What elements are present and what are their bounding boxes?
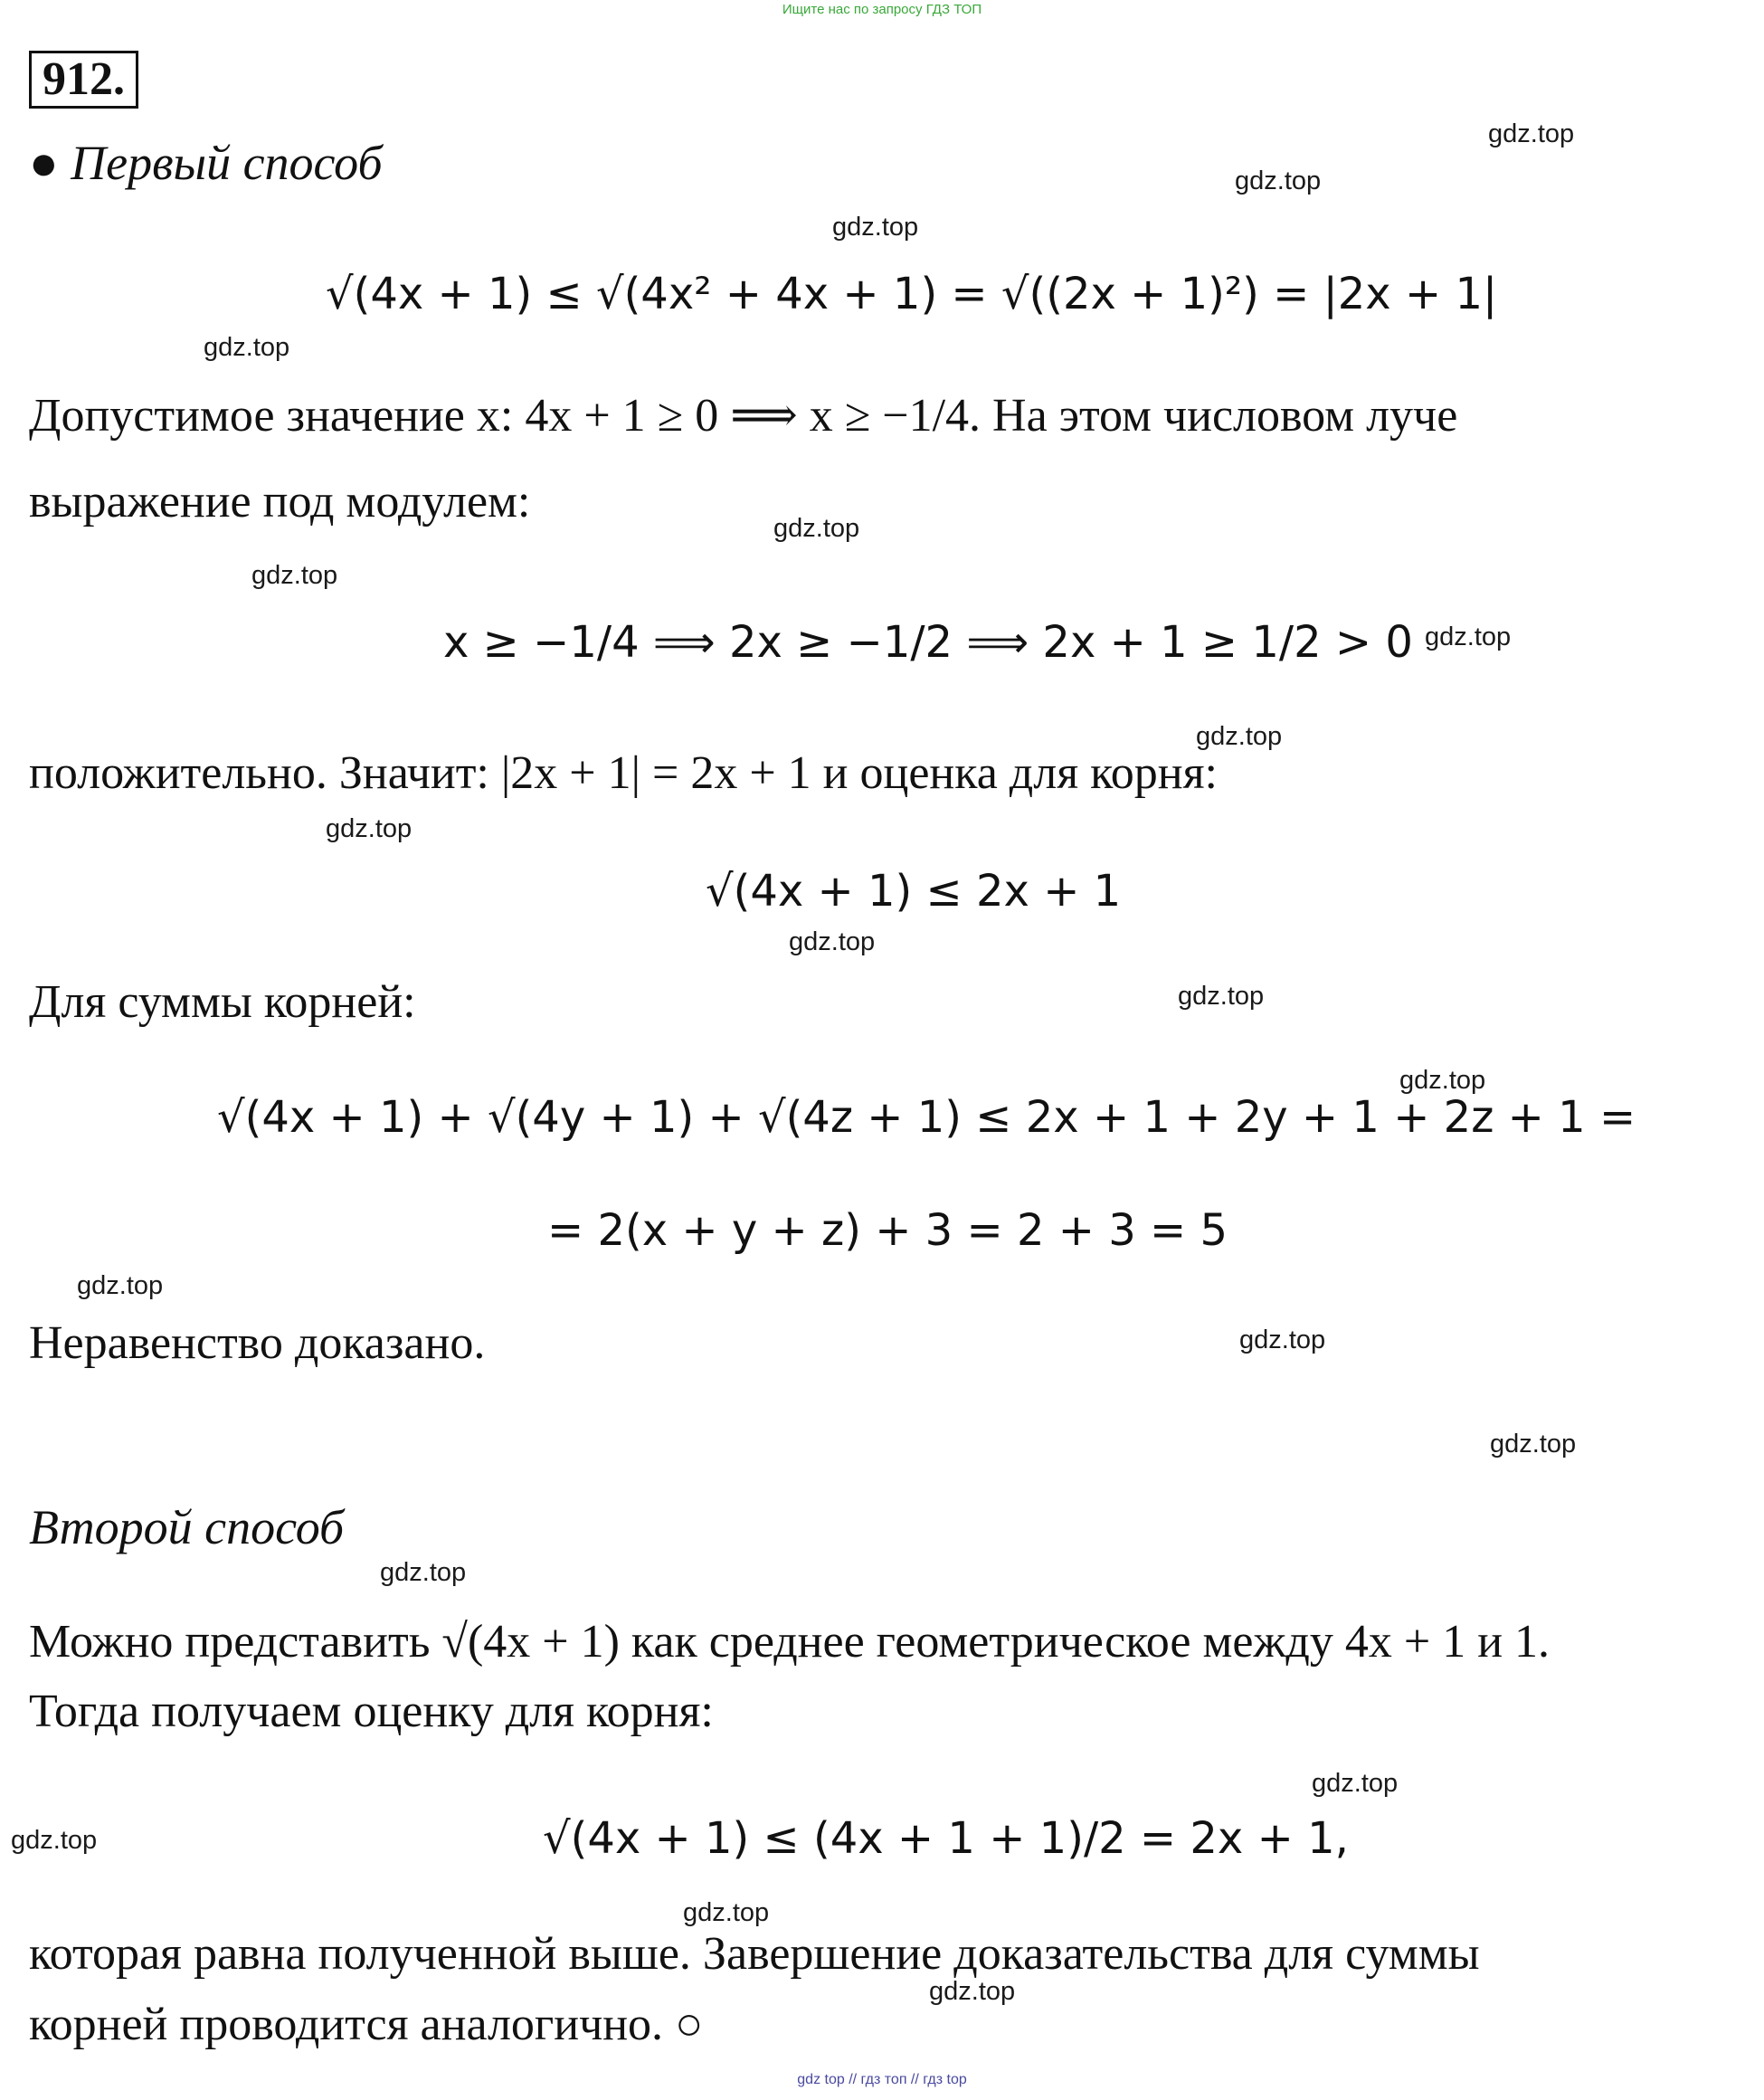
equation-sum-result: = 2(x + y + z) + 3 = 2 + 3 = 5	[547, 1205, 1228, 1256]
method2-title: Второй способ	[29, 1500, 345, 1554]
watermark: gdz.top	[77, 1271, 164, 1300]
watermark: gdz.top	[251, 561, 338, 590]
positive-sentence: положительно. Значит: |2x + 1| = 2x + 1 и оценка для корня:	[29, 747, 1218, 799]
domain-sentence: Допустимое значение x: 4x + 1 ≥ 0 ⟹ x ≥ −1/4. На этом числовом луче	[29, 390, 1458, 442]
watermark: gdz.top	[1239, 1326, 1326, 1354]
watermark: gdz.top	[1235, 166, 1322, 195]
watermark: gdz.top	[11, 1826, 98, 1855]
watermark: gdz.top	[1399, 1066, 1486, 1095]
equation-am-gm: √(4x + 1) ≤ (4x + 1 + 1)/2 = 2x + 1,	[543, 1813, 1349, 1864]
watermark: gdz.top	[1490, 1430, 1577, 1459]
sum-sentence: Для суммы корней:	[29, 976, 416, 1028]
watermark: gdz.top	[683, 1898, 770, 1927]
expression-sentence: выражение под модулем:	[29, 476, 531, 527]
equation-chain: x ≥ −1/4 ⟹ 2x ≥ −1/2 ⟹ 2x + 1 ≥ 1/2 > 0	[443, 617, 1413, 668]
watermark: gdz.top	[832, 213, 919, 242]
equation-sum-bound: √(4x + 1) + √(4y + 1) + √(4z + 1) ≤ 2x + 1 + 2y + 1 + 2z + 1 =	[217, 1092, 1636, 1143]
geometric-mean-sentence: Можно представить √(4x + 1) как среднее геометрическое между 4x + 1 и 1.	[29, 1616, 1551, 1668]
final-sentence-2: корней проводится аналогично. ○	[29, 1999, 704, 2050]
watermark: gdz.top	[789, 927, 876, 956]
watermark: gdz.top	[1178, 982, 1265, 1011]
method1-title: ● Первый способ	[29, 136, 383, 190]
conclusion-sentence: Неравенство доказано.	[29, 1317, 486, 1369]
watermark: gdz.top	[1425, 622, 1512, 651]
watermark: gdz.top	[204, 333, 290, 362]
watermark: gdz.top	[1196, 722, 1283, 751]
estimate-sentence: Тогда получаем оценку для корня:	[29, 1686, 714, 1737]
watermark: gdz.top	[326, 814, 413, 843]
watermark: gdz.top	[929, 1977, 1016, 2006]
bottom-banner: gdz top // гдз топ // гдз top	[797, 2072, 967, 2087]
watermark: gdz.top	[773, 514, 860, 543]
watermark: gdz.top	[1312, 1769, 1399, 1798]
equation-root-bound: √(4x + 1) ≤ 2x + 1	[706, 866, 1122, 917]
watermark: gdz.top	[380, 1558, 467, 1587]
problem-number: 912.	[29, 51, 138, 109]
equation-root-modulus: √(4x + 1) ≤ √(4x² + 4x + 1) = √((2x + 1)²) = |2x + 1|	[326, 269, 1498, 319]
top-banner: Ищите нас по запросу ГДЗ ТОП	[782, 2, 982, 17]
final-sentence-1: которая равна полученной выше. Завершение доказательства для суммы	[29, 1928, 1480, 1980]
watermark: gdz.top	[1488, 119, 1575, 148]
